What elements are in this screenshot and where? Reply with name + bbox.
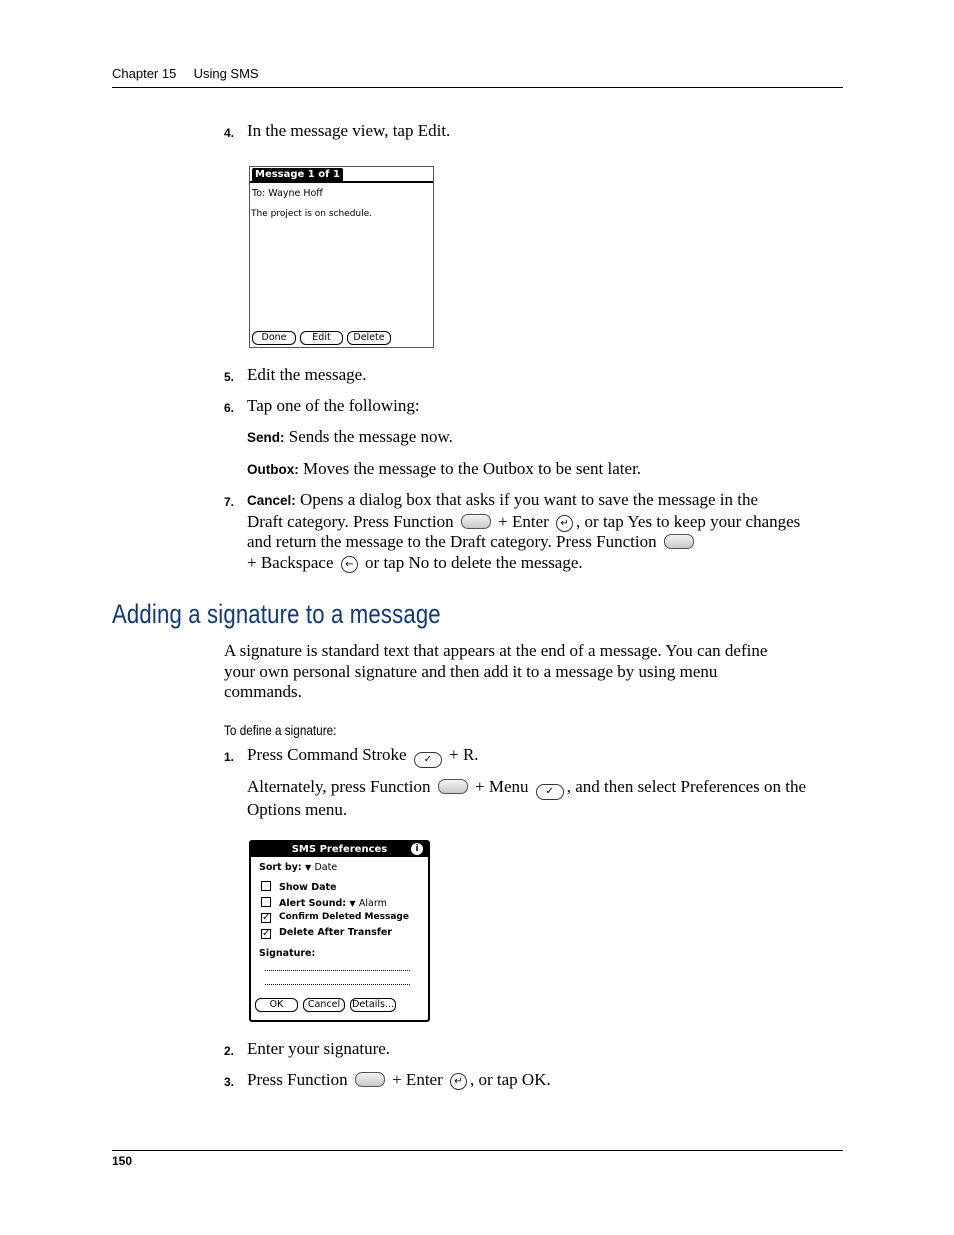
alert-sound-row[interactable] [261, 897, 387, 909]
chapter-label: Chapter 15 [112, 66, 177, 81]
step1-text-a: Press Command Stroke [247, 745, 407, 764]
step3-text-c: , or tap OK. [470, 1070, 551, 1089]
alert-sound-label: Alert Sound: [279, 898, 347, 909]
chapter-title: Using SMS [193, 66, 259, 81]
section-heading: Adding a signature to a message [112, 599, 441, 629]
step-text [247, 1070, 551, 1091]
info-icon[interactable]: i [411, 843, 423, 855]
step7-line2b: + Enter [498, 511, 549, 531]
details-button[interactable]: Details... [352, 999, 394, 1010]
command-stroke-icon: ✓ [414, 752, 442, 768]
step7-text [247, 490, 847, 573]
delete-after-checkbox[interactable]: ✓ [262, 928, 271, 939]
confirm-delete-label: Confirm Deleted Message [279, 912, 409, 922]
confirm-delete-row[interactable] [261, 912, 409, 923]
step-number: 7. [224, 495, 235, 509]
alert-sound-value[interactable]: Alarm [358, 898, 387, 909]
enter-key-icon: ↵ [450, 1073, 467, 1090]
step-text: Edit the message. [247, 365, 367, 384]
step7-line2c: , or tap Yes to keep your changes [576, 511, 801, 531]
message-view-screenshot [249, 166, 434, 348]
option-send [247, 427, 453, 449]
sort-row [259, 862, 337, 873]
function-key-icon [438, 779, 468, 794]
step-text: Enter your signature. [247, 1039, 391, 1058]
step-text: In the message view, tap Edit. [247, 121, 451, 140]
step7-line4a: + Backspace [247, 552, 334, 572]
procedure-heading: To define a signature: [224, 722, 337, 738]
show-date-label: Show Date [279, 882, 337, 893]
message-title-tab: Message 1 of 1 [252, 168, 343, 181]
page-number: 150 [112, 1154, 133, 1168]
step7-line4b: or tap No to delete the message. [365, 552, 583, 572]
option-desc: Sends the message now. [288, 427, 453, 446]
step-text: Tap one of the following: [247, 396, 420, 415]
sort-value[interactable]: Date [314, 862, 338, 873]
done-button[interactable]: Done [252, 331, 296, 345]
function-key-icon [355, 1072, 385, 1087]
step-text [247, 745, 479, 768]
preferences-title: SMS Preferences [291, 844, 388, 855]
enter-key-icon: ↵ [556, 515, 573, 532]
alt-text-b: + Menu [475, 777, 529, 796]
to-line: To: Wayne Hoff [252, 188, 323, 199]
step-number: 6. [224, 401, 235, 415]
step-number: 1. [224, 750, 235, 764]
step-number: 5. [224, 370, 235, 384]
step3-text-b: + Enter [392, 1070, 443, 1089]
step7-line3: and return the message to the Draft category. Press Function [247, 532, 657, 551]
footer-rule [112, 1150, 843, 1151]
signature-label: Signature: [259, 948, 316, 959]
confirm-delete-checkbox[interactable]: ✓ [262, 912, 271, 923]
function-key-icon [664, 534, 694, 549]
option-outbox [247, 459, 641, 481]
step7-line1: Opens a dialog box that asks if you want to save the message in the [300, 490, 758, 509]
alt-text-c: , and then select Preferences on the [566, 777, 807, 796]
alt-text-a: Alternately, press Function [247, 777, 431, 796]
option-term: Send: [247, 430, 285, 445]
show-date-checkbox[interactable] [261, 881, 271, 891]
delete-after-row[interactable] [261, 927, 392, 939]
signature-field-line[interactable] [265, 970, 410, 971]
cancel-button[interactable]: Cancel [303, 998, 345, 1012]
step-number: 2. [224, 1044, 235, 1058]
title-rule [250, 181, 433, 183]
ok-button[interactable]: OK [255, 998, 298, 1012]
step3-text-a: Press Function [247, 1070, 348, 1089]
dropdown-icon[interactable]: ▼ [349, 899, 356, 908]
option-term: Outbox: [247, 462, 299, 477]
sms-preferences-screenshot [249, 840, 430, 1022]
intro-line: your own personal signature and then add it to a message by using menu [224, 661, 718, 681]
step-number: 4. [224, 126, 235, 140]
sort-label: Sort by: [259, 862, 302, 873]
section-intro [224, 641, 844, 703]
alert-sound-checkbox[interactable] [261, 897, 271, 907]
edit-button[interactable]: Edit [300, 331, 343, 345]
header-rule [112, 87, 843, 88]
intro-line: commands. [224, 682, 302, 701]
option-desc: Moves the message to the Outbox to be sent later. [303, 459, 642, 478]
show-date-row[interactable] [261, 881, 337, 893]
running-header [112, 66, 259, 81]
step1-text-b: + R. [449, 745, 479, 764]
cancel-term: Cancel: [247, 493, 296, 508]
function-key-icon [461, 514, 491, 529]
backspace-key-icon: ← [341, 556, 358, 573]
delete-button[interactable]: Delete [347, 331, 391, 345]
dropdown-icon[interactable]: ▼ [305, 863, 312, 872]
menu-key-icon: ✓ [536, 784, 564, 800]
signature-field-line[interactable] [265, 984, 410, 985]
step-number: 3. [224, 1075, 235, 1089]
intro-line: A signature is standard text that appears at the end of a message. You can define [224, 641, 768, 660]
alt-text-line2: Options menu. [247, 800, 348, 819]
delete-after-label: Delete After Transfer [279, 927, 392, 938]
message-body: The project is on schedule. [251, 209, 373, 219]
alternate-text [247, 777, 847, 821]
step7-line2a: Draft category. Press Function [247, 511, 454, 531]
